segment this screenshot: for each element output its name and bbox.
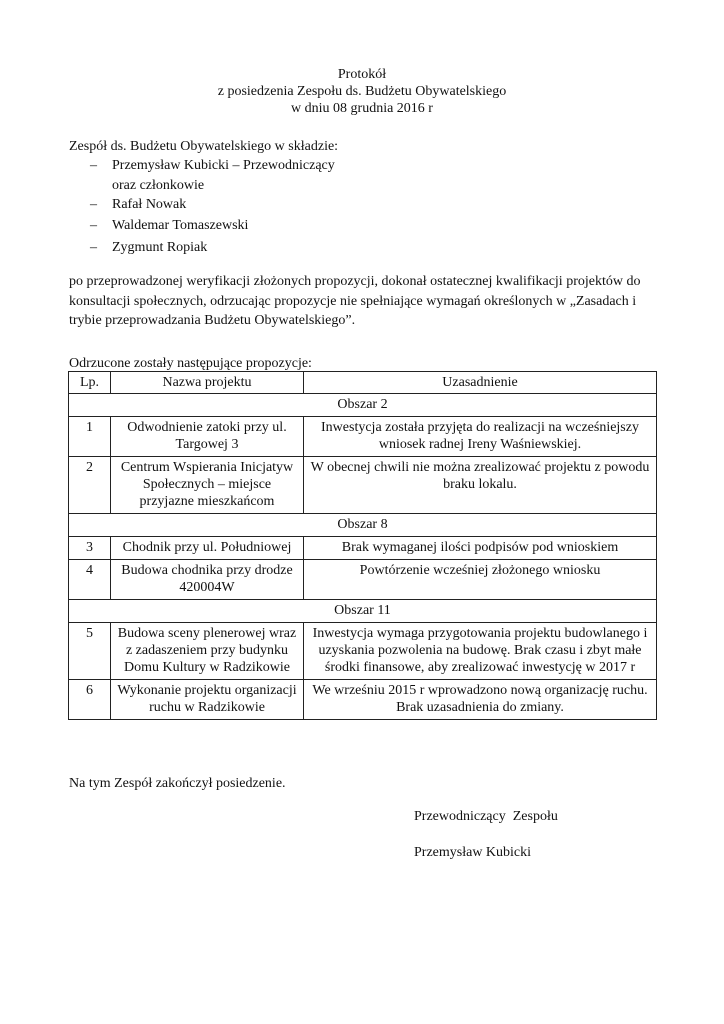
cell-reason: We wrześniu 2015 r wprowadzono nową organizację ruchu. Brak uzasadnienia do zmiany.	[304, 680, 657, 720]
team-member-name: Zygmunt Ropiak	[112, 239, 208, 255]
area-row	[69, 514, 657, 537]
document-subtitle: z posiedzenia Zespołu ds. Budżetu Obywatelskiego	[217, 84, 507, 99]
team-members-list	[90, 155, 335, 258]
team-member-name: Waldemar Tomaszewski	[112, 218, 249, 233]
team-chair	[90, 155, 335, 194]
area-label: Obszar 2	[69, 394, 657, 417]
cell-reason: W obecnej chwili nie można zrealizować projektu z powodu braku lokalu.	[304, 457, 657, 514]
signature-role: Przewodniczący Zespołu	[414, 809, 558, 824]
table-header-row	[69, 372, 657, 394]
list-dash: –	[90, 196, 97, 212]
cell-name: Chodnik przy ul. Południowej	[111, 537, 304, 560]
area-label: Obszar 11	[69, 600, 657, 623]
table-row	[69, 560, 657, 600]
area-row	[69, 394, 657, 417]
list-dash: –	[90, 239, 97, 255]
team-member	[90, 194, 335, 216]
table-row	[69, 680, 657, 720]
header-lp: Lp.	[69, 372, 111, 394]
header-reason: Uzasadnienie	[304, 372, 657, 394]
verification-paragraph: po przeprowadzonej weryfikacji złożonych propozycji, dokonał ostatecznej kwalifikacji projektów do konsultacji społecznych, odrzucając propozycje nie spełniające wymagań określonych w „Zasadach i trybie przeprowadzania Budżetu Obywatelskiego”.	[69, 274, 641, 328]
team-member	[90, 215, 335, 237]
document-title: Protokół	[337, 67, 387, 82]
rejected-projects-table	[68, 371, 657, 720]
list-dash: –	[90, 158, 97, 173]
area-label: Obszar 8	[69, 514, 657, 537]
cell-name: Odwodnienie zatoki przy ul. Targowej 3	[111, 417, 304, 457]
document-date: w dniu 08 grudnia 2016 r	[291, 101, 433, 116]
cell-lp: 4	[69, 560, 111, 600]
table-row	[69, 537, 657, 560]
cell-name: Budowa chodnika przy drodze 420004W	[111, 560, 304, 600]
cell-reason: Brak wymaganej ilości podpisów pod wnioskiem	[304, 537, 657, 560]
team-intro: Zespół ds. Budżetu Obywatelskiego w składzie:	[69, 139, 339, 154]
cell-name: Centrum Wspierania Inicjatyw Społecznych – miejsce przyjazne mieszkańcom	[111, 457, 304, 514]
team-members-label: oraz członkowie	[112, 177, 205, 193]
signature-name: Przemysław Kubicki	[414, 845, 532, 860]
cell-lp: 1	[69, 417, 111, 457]
area-row	[69, 600, 657, 623]
cell-reason: Inwestycja wymaga przygotowania projektu budowlanego i uzyskania pozwolenia na budowę. Brak czasu i zbyt małe środki finansowe, aby zrealizować inwestycję w 2017 r	[304, 623, 657, 680]
team-chair-name: Przemysław Kubicki – Przewodniczący	[112, 158, 335, 173]
closing-statement: Na tym Zespół zakończył posiedzenie.	[69, 776, 286, 791]
rejected-label: Odrzucone zostały następujące propozycje:	[69, 356, 312, 371]
cell-reason: Inwestycja została przyjęta do realizacji na wcześniejszy wniosek radnej Ireny Waśniewskiej.	[304, 417, 657, 457]
table-row	[69, 623, 657, 680]
cell-name: Budowa sceny plenerowej wraz z zadaszeniem przy budynku Domu Kultury w Radzikowie	[111, 623, 304, 680]
cell-lp: 3	[69, 537, 111, 560]
team-member	[90, 237, 335, 259]
list-dash: –	[90, 218, 97, 233]
cell-reason: Powtórzenie wcześniej złożonego wniosku	[304, 560, 657, 600]
cell-lp: 5	[69, 623, 111, 680]
table-row	[69, 417, 657, 457]
document-title-block	[0, 66, 724, 117]
cell-lp: 6	[69, 680, 111, 720]
header-name: Nazwa projektu	[111, 372, 304, 394]
cell-lp: 2	[69, 457, 111, 514]
team-member-name: Rafał Nowak	[112, 196, 187, 212]
table-row	[69, 457, 657, 514]
cell-name: Wykonanie projektu organizacji ruchu w Radzikowie	[111, 680, 304, 720]
